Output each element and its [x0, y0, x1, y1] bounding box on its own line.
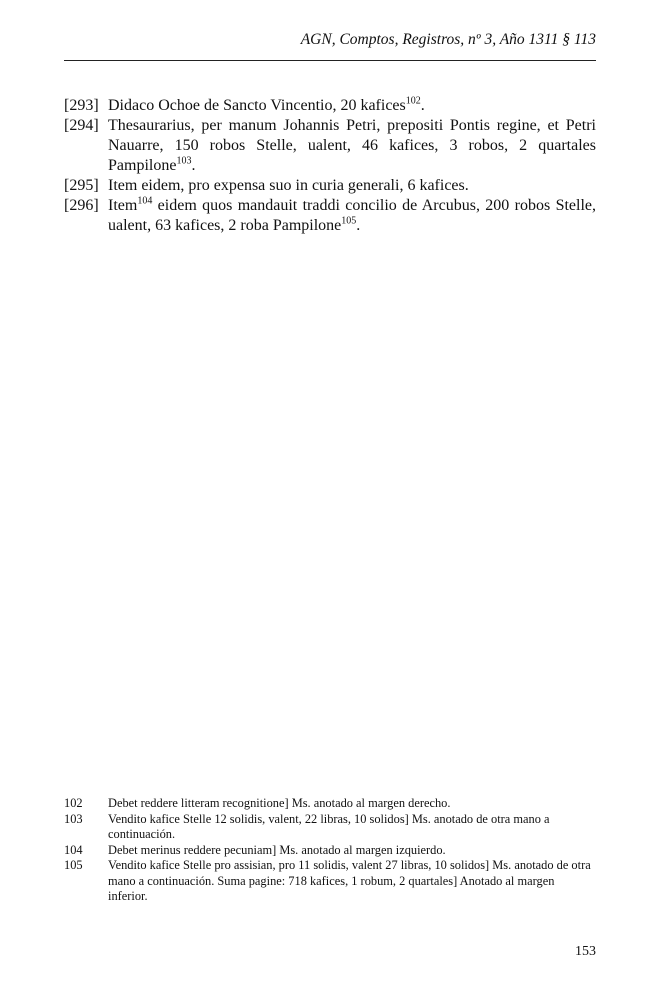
footnote-103: [64, 812, 596, 843]
header-rule: [64, 60, 596, 61]
running-header: AGN, Comptos, Registros, nº 3, Año 1311 § 113: [300, 31, 596, 48]
footnote-text: Vendito kafice Stelle 12 solidis, valent, 22 libras, 10 solidos] Ms. anotado de otra mano a continuación.: [108, 811, 550, 841]
footnote-number: 102: [64, 796, 83, 810]
footnote-number: 105: [64, 858, 83, 872]
footnote-ref: 103: [176, 155, 192, 167]
footnotes: [64, 796, 596, 905]
entry-296: [64, 196, 596, 236]
entry-text-run: .: [191, 157, 196, 174]
entry-text: [108, 196, 596, 236]
entries-list: [64, 96, 596, 236]
footnote-text: Debet merinus reddere pecuniam] Ms. anotado al margen izquierdo.: [108, 842, 446, 857]
entry-number: [293]: [64, 97, 99, 114]
entry-text-run: Item eidem, pro expensa suo in curia generali, 6 kafices.: [108, 177, 469, 194]
footnote-ref: 102: [405, 95, 421, 107]
entry-text-run: .: [420, 97, 425, 114]
footnote-105: [64, 858, 596, 905]
page-number: 153: [575, 944, 596, 959]
footnote-104: [64, 843, 596, 859]
entry-text-run: .: [356, 217, 361, 234]
footnote-102: [64, 796, 596, 812]
entry-text-run: Item: [108, 197, 138, 214]
entry-text-run: Thesaurarius, per manum Johannis Petri, prepositi Pontis regine, et Petri Nauarre, 150 robos Stelle, ualent, 46 kafices, 3 robos, 2 quartales Pampilone: [108, 117, 596, 174]
footnote-text: Vendito kafice Stelle pro assisian, pro 11 solidis, valent 27 libras, 10 solidos] Ms. anotado de otra mano a continuación. Suma pagine: 718 kafices, 1 robum, 2 quartales] Anotado al margen inferior.: [108, 858, 591, 903]
footnote-number: 104: [64, 842, 83, 857]
entry-294: [64, 116, 596, 176]
entry-text: [108, 96, 596, 116]
footnote-ref: 104: [137, 195, 153, 207]
entry-295: [64, 176, 596, 196]
footnote-text: Debet reddere litteram recognitione] Ms. anotado al margen derecho.: [108, 796, 451, 810]
footnote-ref: 105: [341, 215, 357, 227]
entry-293: [64, 96, 596, 116]
entry-number: [296]: [64, 197, 99, 214]
entry-text-run: eidem quos mandauit traddi concilio de Arcubus, 200 robos Stelle, ualent, 63 kafices, 2 roba Pampilone: [108, 197, 596, 234]
footnote-number: 103: [64, 811, 83, 826]
entry-number: [294]: [64, 117, 99, 134]
entry-number: [295]: [64, 177, 99, 194]
entry-text-run: Didaco Ochoe de Sancto Vincentio, 20 kafices: [108, 97, 406, 114]
entry-text: [108, 176, 596, 196]
entry-text: [108, 116, 596, 176]
